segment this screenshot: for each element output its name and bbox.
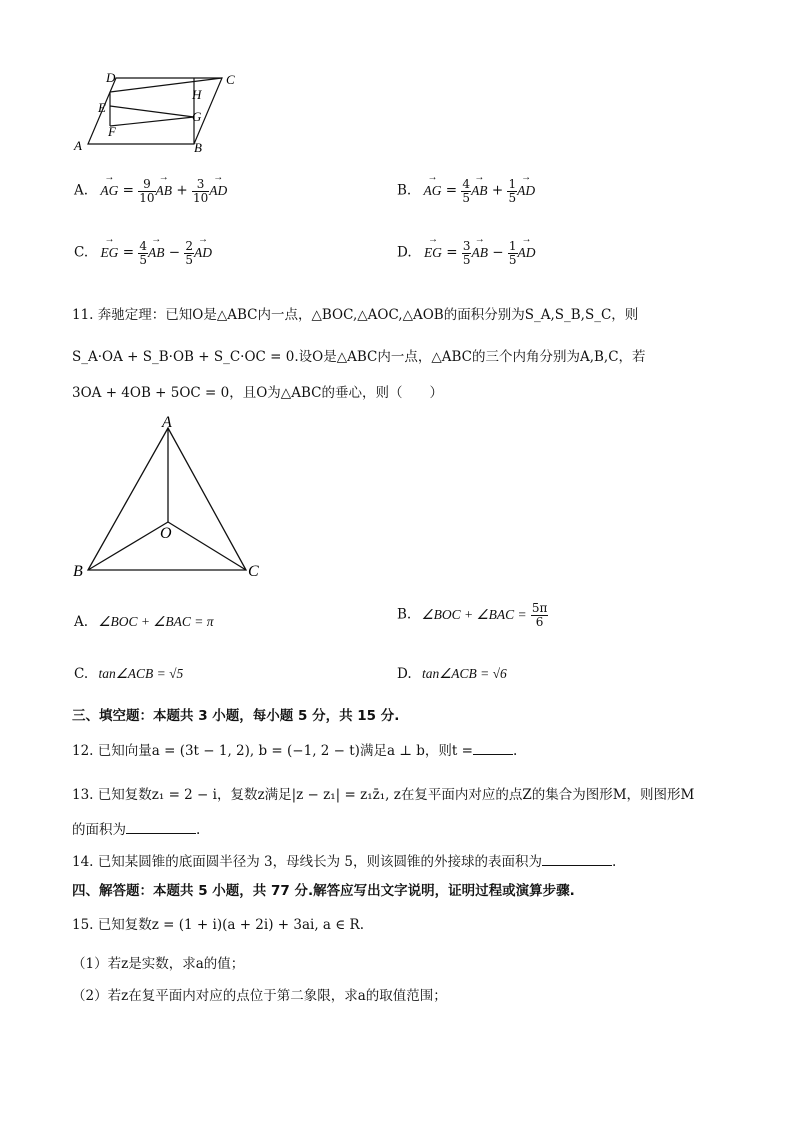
q11-line-3: 3OA + 4OB + 5OC = 0，且O为△ABC的垂心，则（ ） [72, 385, 443, 401]
q15-part-1: （1）若z是实数，求a的值； [72, 956, 245, 972]
label-E: E [98, 100, 106, 115]
q15-part-2: （2）若z在复平面内对应的点位于第二象限，求a的取值范围； [72, 988, 447, 1004]
section-4-title: 四、解答题：本题共 5 小题，共 77 分.解答应写出文字说明，证明过程或演算步骤. [72, 883, 575, 899]
parallelogram-figure [70, 66, 260, 156]
triangle-figure [70, 412, 270, 582]
q15-stem: 15. 已知复数z = (1 + i)(a + 2i) + 3ai, a ∈ R. [72, 917, 364, 933]
q11-option-c[interactable]: C. tan∠ACB = √5 [74, 666, 184, 682]
label-G: G [192, 109, 202, 124]
q11-option-a[interactable]: A. ∠BOC + ∠BAC = π [74, 614, 214, 630]
q14: 14. 已知某圆锥的底面圆半径为 3，母线长为 5，则该圆锥的外接球的表面积为 . [72, 854, 617, 870]
label-A: A [162, 414, 172, 431]
q13-answer-blank[interactable] [126, 833, 196, 834]
q11-line-1: 11. 奔驰定理：已知O是△ABC内一点，△BOC,△AOC,△AOB的面积分别为S_A,S_B,S_C，则 [72, 307, 639, 323]
q14-answer-blank[interactable] [542, 865, 612, 866]
label-B: B [194, 140, 202, 155]
q10-option-d[interactable]: D. → EG = $\frac{3}{5}$ → AB − $\frac{1}{5}$ → AD [397, 240, 536, 266]
q12: 12. 已知向量a = (3t − 1, 2), b = (−1, 2 − t)满足a ⊥ b，则t = . [72, 743, 518, 759]
label-B: B [73, 563, 83, 580]
q10-option-a[interactable]: A. → AG = $\frac{9}{10}$ → AB + $\frac{3}{10}$ → AD [74, 178, 227, 204]
q11-option-b[interactable]: B. ∠BOC + ∠BAC = $\frac{5\pi}{6}$ [397, 601, 548, 629]
label-O: O [160, 525, 172, 542]
label-H: H [192, 87, 202, 102]
label-F: F [108, 124, 116, 139]
label-C: C [248, 563, 259, 580]
q11-option-d[interactable]: D. tan∠ACB = √6 [397, 666, 507, 682]
label-C: C [226, 72, 235, 87]
q11-line-2: S_A·OA + S_B·OB + S_C·OC = 0.设O是△ABC内一点，△ABC的三个内角分别为A,B,C，若 [72, 349, 646, 365]
q13-line-1: 13. 已知复数z₁ = 2 − i，复数z满足|z − z₁| = z₁z̄₁, z在复平面内对应的点Z的集合为图形M，则图形M [72, 787, 695, 803]
q13-line-2: 的面积为 . [72, 822, 201, 838]
label-A: A [74, 138, 82, 153]
q10-option-c[interactable]: C. → EG = $\frac{4}{5}$ → AB − $\frac{2}{5}$ → AD [74, 240, 212, 266]
label-D: D [106, 70, 116, 85]
section-3-title: 三、填空题：本题共 3 小题，每小题 5 分，共 15 分. [72, 708, 400, 724]
q12-answer-blank[interactable] [473, 754, 513, 755]
q10-option-b[interactable]: B. → AG = $\frac{4}{5}$ → AB + $\frac{1}{5}$ → AD [397, 178, 535, 204]
